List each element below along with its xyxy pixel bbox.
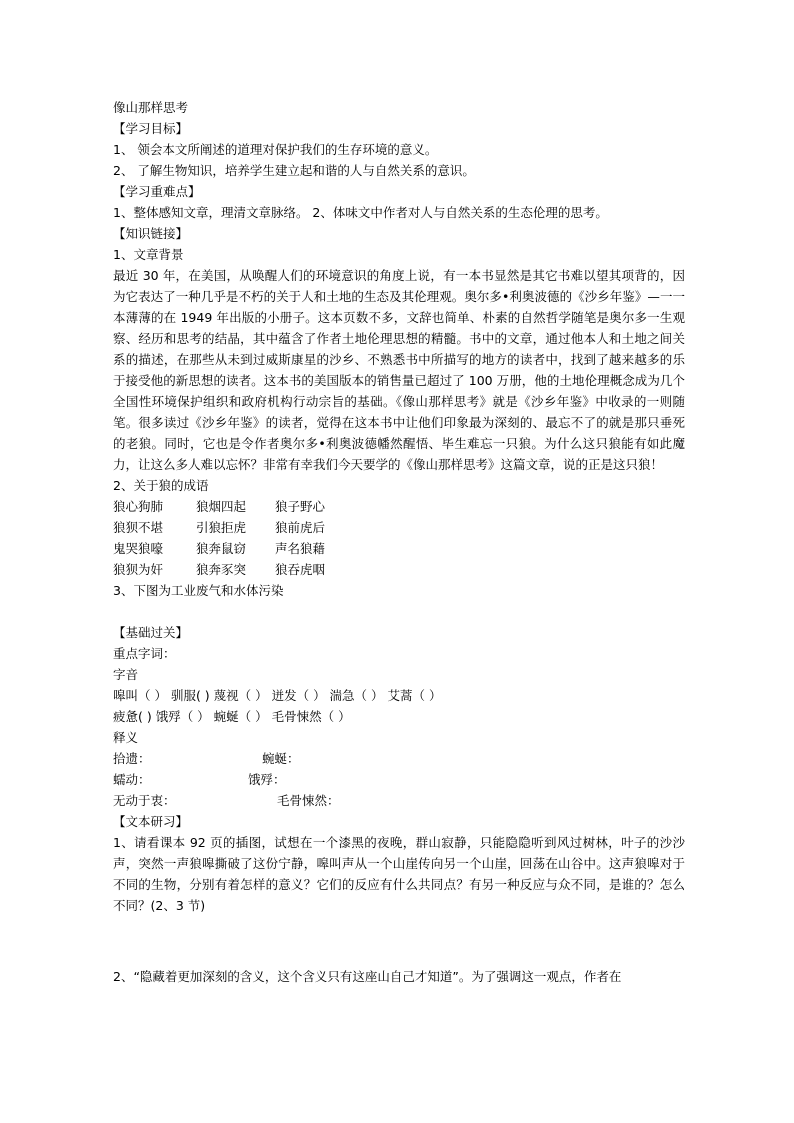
definition-row — [113, 748, 685, 769]
section-text-study-heading: 【文本研习】 — [113, 814, 189, 829]
doc-title: 像山那样思考 — [113, 100, 189, 115]
idiom: 狼奔豕突 — [196, 562, 247, 577]
document-page — [113, 97, 685, 987]
blank-space — [113, 601, 685, 622]
question-2: 2、“隐藏着更加深刻的含义，这个含义只有这座山自己才知道”。为了强调这一观点，作者在 — [113, 969, 622, 984]
definition-term: 蜿蜒： — [262, 751, 300, 766]
picture-caption-line: 3、下图为工业废气和水体污染 — [113, 583, 284, 598]
idiom: 狼子野心 — [275, 499, 326, 514]
idiom: 鬼哭狼嚎 — [113, 541, 164, 556]
pronunciation-line-1: 嗥叫（ ） 驯服( ) 蔑视（ ） 迸发（ ） 湍急（ ） 艾蒿（ ） — [113, 688, 442, 703]
section-basic-heading: 【基础过关】 — [113, 625, 189, 640]
key-words-label: 重点字词： — [113, 646, 176, 661]
question-1: 1、请看课本 92 页的插图，试想在一个漆黑的夜晚，群山寂静，只能隐隐听到风过树林，叶子的沙沙声，突然一声狼嗥撕破了这份宁静，嗥叫声从一个山崖传向另一个山崖，回荡在山谷中。这声狼嗥对于不同的生物，分别有着怎样的意义？它们的反应有什么共同点？有另一种反应与众不同，是谁的？怎么不同？(2、3 节) — [113, 835, 685, 913]
idioms-heading: 2、关于狼的成语 — [113, 478, 209, 493]
section-goals-heading: 【学习目标】 — [113, 121, 189, 136]
definition-term: 拾遗： — [113, 751, 151, 766]
answer-space — [113, 916, 685, 958]
idiom: 狼前虎后 — [275, 520, 326, 535]
idiom: 声名狼藉 — [275, 541, 326, 556]
idiom-row — [113, 559, 685, 580]
idiom-row — [113, 538, 685, 559]
idiom: 狼吞虎咽 — [275, 562, 326, 577]
idiom: 狼狈为奸 — [113, 562, 164, 577]
idiom-row — [113, 517, 685, 538]
idiom-row — [113, 496, 685, 517]
goal-2: 2、 了解生物知识，培养学生建立起和谐的人与自然关系的意识。 — [113, 163, 475, 178]
idiom: 引狼拒虎 — [196, 520, 247, 535]
definition-row — [113, 769, 685, 790]
section-key-points-heading: 【学习重难点】 — [113, 184, 201, 199]
definition-term: 饿殍： — [248, 772, 286, 787]
definition-label: 释义 — [113, 730, 139, 745]
background-heading: 1、文章背景 — [113, 247, 184, 262]
key-points-line: 1、整体感知文章，理清文章脉络。 2、体味文中作者对人与自然关系的生态伦理的思考。 — [113, 205, 608, 220]
idiom: 狼心狗肺 — [113, 499, 164, 514]
idiom: 狼烟四起 — [196, 499, 247, 514]
idiom: 狼奔鼠窃 — [196, 541, 247, 556]
definition-term: 毛骨悚然： — [277, 793, 340, 808]
pronunciation-line-2: 疲惫( ) 饿殍（ ） 蜿蜒（ ） 毛骨悚然（ ） — [113, 709, 351, 724]
idiom: 狼狈不堪 — [113, 520, 164, 535]
background-paragraph: 最近 30 年，在美国，从唤醒人们的环境意识的角度上说，有一本书显然是其它书难以望其项背的，因为它表达了一种几乎是不朽的关于人和土地的生态及其伦理观。奥尔多•利奥波德的《沙乡年鉴》—一一本薄薄的在 1949 年出版的小册子。这本页数不多，文辞也简单、朴素的自然哲学随笔是奥尔多一生观察、经历和思考的结晶，其中蕴含了作者土地伦理思想的精髓。书中的文章，通过他本人和土地之间关系的描述，在那些从未到过威斯康星的沙乡、不熟悉书中所描写的地方的读者中，找到了越来越多的乐于接受他的新思想的读者。这本书的美国版本的销售量已超过了 100 万册，他的土地伦理概念成为几个全国性环境保护组织和政府机构行动宗旨的基础。《像山那样思考》就是《沙乡年鉴》中收录的一则随笔。很多读过《沙乡年鉴》的读者，觉得在这本书中让他们印象最为深刻的、最忘不了的就是那只垂死的老狼。同时，它也是令作者奥尔多•利奥波德幡然醒悟、毕生难忘一只狼。为什么这只狼能有如此魔力，让这么多人难以忘怀？非常有幸我们今天要学的《像山那样思考》这篇文章，说的正是这只狼！ — [113, 268, 686, 472]
pronunciation-label: 字音 — [113, 667, 139, 682]
definition-term: 蠕动： — [113, 772, 151, 787]
definition-row — [113, 790, 685, 811]
goal-1: 1、 领会本文所阐述的道理对保护我们的生存环境的意义。 — [113, 142, 438, 157]
section-knowledge-link-heading: 【知识链接】 — [113, 226, 189, 241]
definition-term: 无动于衷： — [113, 793, 176, 808]
